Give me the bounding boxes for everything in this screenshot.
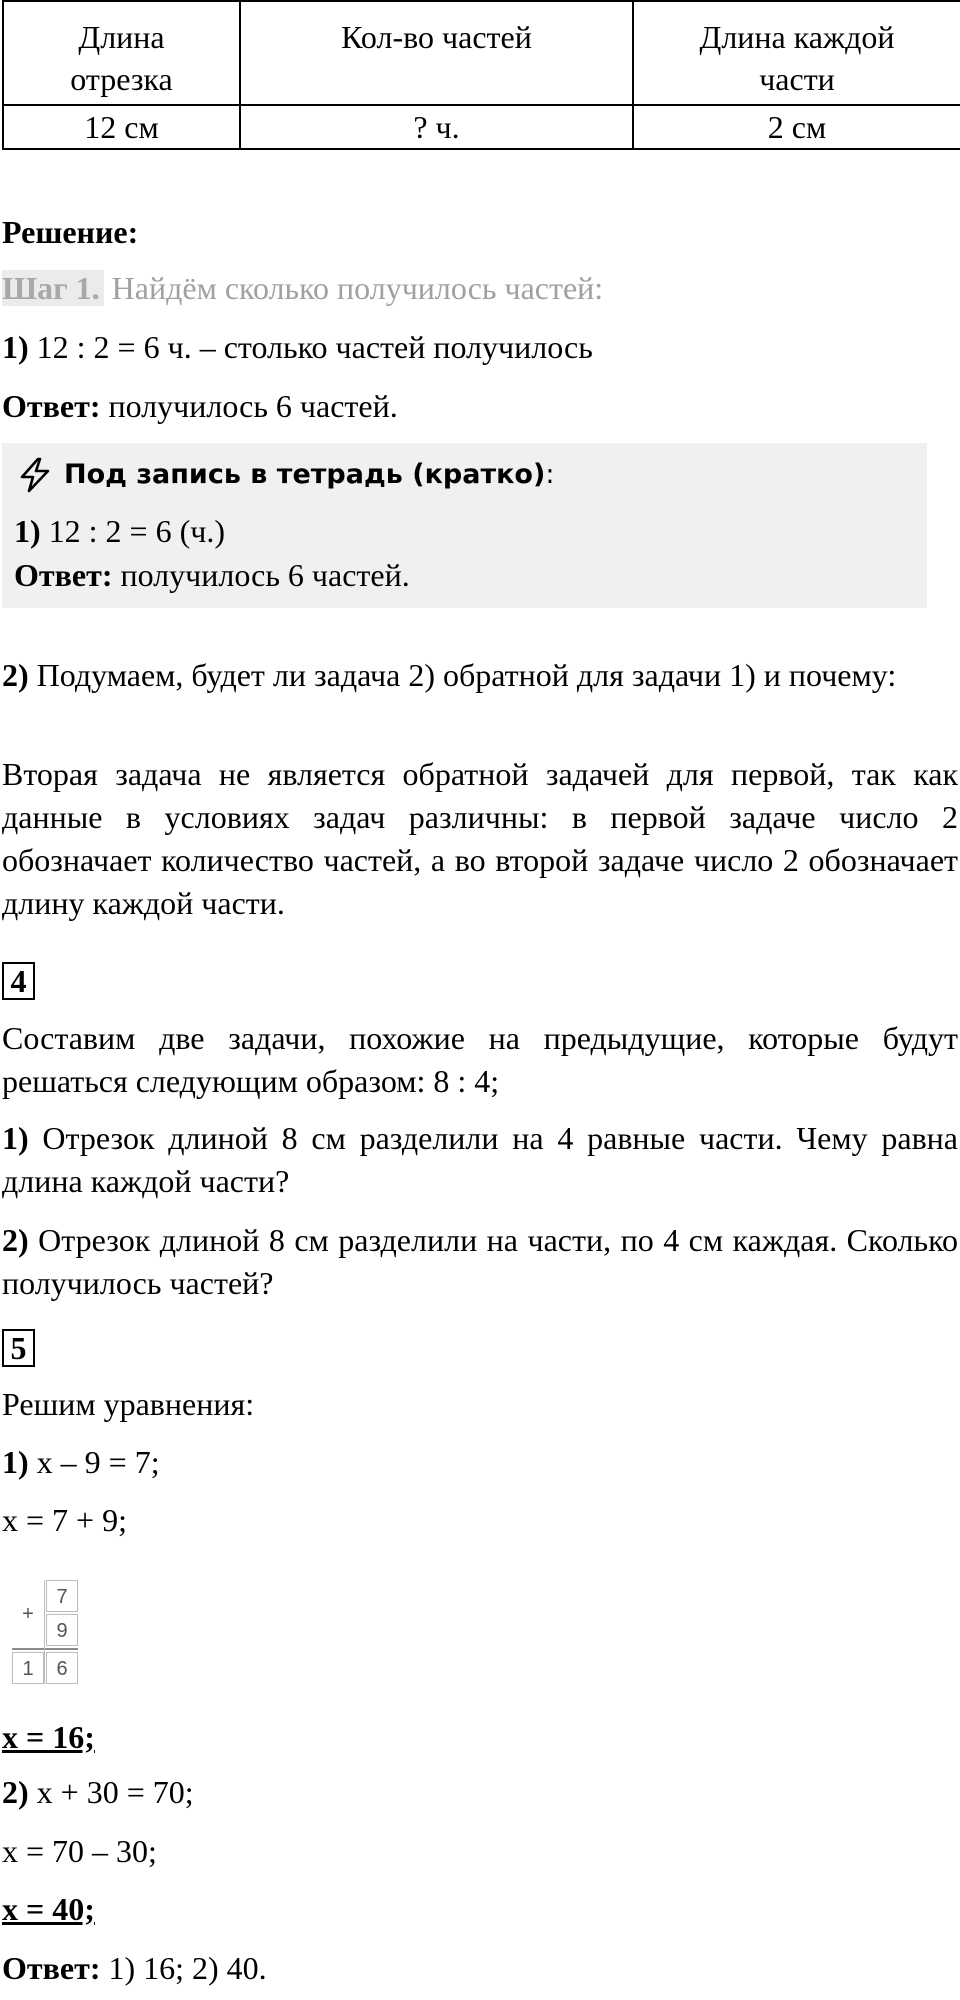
- problem-number: 2): [2, 1222, 29, 1258]
- equation-2: [2, 1772, 958, 1814]
- item-1: [2, 327, 958, 369]
- item-text: 12 : 2 = 6 ч. – столько частей получилось: [36, 329, 593, 365]
- lightning-icon: [16, 457, 54, 493]
- answer-label: Ответ:: [2, 388, 101, 424]
- equation-text: x + 30 = 70;: [36, 1774, 194, 1810]
- task5-intro: Решим уравнения:: [2, 1386, 255, 1422]
- problem-text: Отрезок длиной 8 см разделили на части, по 4 см каждая. Сколько получилось частей?: [2, 1222, 959, 1301]
- data-table: [2, 0, 960, 150]
- task-number-5: 5: [2, 1329, 35, 1367]
- notebook-heading: [16, 451, 554, 499]
- notebook-title-colon: :: [545, 459, 555, 491]
- task4-problem-1: [2, 1117, 958, 1203]
- table-cell: 2 см: [633, 105, 960, 149]
- digit: 9: [46, 1614, 78, 1646]
- notebook-box: [2, 443, 927, 608]
- equation-1-step: x = 7 + 9;: [2, 1502, 127, 1538]
- table-cell: ? ч.: [240, 105, 633, 149]
- step-text: Найдём сколько получилось частей:: [111, 270, 604, 306]
- task-number-4: 4: [2, 962, 35, 1000]
- notebook-answer-label: Ответ:: [14, 557, 113, 593]
- notebook-title: Под запись в тетрадь (кратко): [64, 459, 546, 491]
- item-2: [2, 654, 958, 697]
- answer-text: 1) 16; 2) 40.: [108, 1950, 267, 1986]
- explanation-paragraph: Вторая задача не является обратной задачей для первой, так как данные в условиях задач различны: в первой задаче число 2 обозначает количество частей, а во второй задаче число 2 обозначает длину каждой части.: [2, 756, 958, 921]
- digit: 7: [46, 1580, 78, 1612]
- problem-number: 1): [2, 1120, 29, 1156]
- notebook-answer: [14, 555, 410, 597]
- equation-2-step: x = 70 – 30;: [2, 1833, 157, 1869]
- task4-problem-2: [2, 1219, 958, 1305]
- sum-line: [12, 1648, 78, 1650]
- header-parts-count: Кол-во частей: [240, 1, 633, 105]
- task4-intro: Составим две задачи, похожие на предыдущие, которые будут решаться следующим образом: 8 : 4;: [2, 1020, 958, 1099]
- answer-1: [2, 386, 958, 428]
- item-text: Подумаем, будет ли задача 2) обратной для задачи 1) и почему:: [36, 657, 897, 693]
- step-line: [2, 268, 958, 310]
- equation-text: x – 9 = 7;: [36, 1444, 160, 1480]
- digit: 6: [46, 1652, 78, 1684]
- item-number: 2): [2, 657, 29, 693]
- equation-number: 2): [2, 1774, 29, 1810]
- answer-text: получилось 6 частей.: [108, 388, 398, 424]
- notebook-line-1: [14, 511, 225, 553]
- table-row: [3, 105, 960, 149]
- equation-number: 1): [2, 1444, 29, 1480]
- notebook-line-number: 1): [14, 513, 41, 549]
- notebook-line-text: 12 : 2 = 6 (ч.): [48, 513, 225, 549]
- header-part-length: Длина каждой части: [633, 1, 960, 105]
- plus-sign: +: [22, 1603, 34, 1625]
- problem-text: Отрезок длиной 8 см разделили на 4 равные части. Чему равна длина каждой части?: [2, 1120, 959, 1199]
- step-tag: Шаг 1.: [2, 270, 104, 306]
- solution-heading: Решение:: [2, 214, 139, 250]
- equation-1-result: x = 16;: [2, 1719, 95, 1755]
- answer-label: Ответ:: [2, 1950, 101, 1986]
- digit: 1: [12, 1652, 44, 1684]
- notebook-answer-text: получилось 6 частей.: [120, 557, 410, 593]
- table-header-row: [3, 1, 960, 105]
- final-answer: [2, 1948, 958, 1990]
- equation-2-result: x = 40;: [2, 1891, 95, 1927]
- header-segment-length: Длина отрезка: [3, 1, 240, 105]
- table-cell: 12 см: [3, 105, 240, 149]
- item-number: 1): [2, 329, 29, 365]
- equation-1: [2, 1442, 958, 1484]
